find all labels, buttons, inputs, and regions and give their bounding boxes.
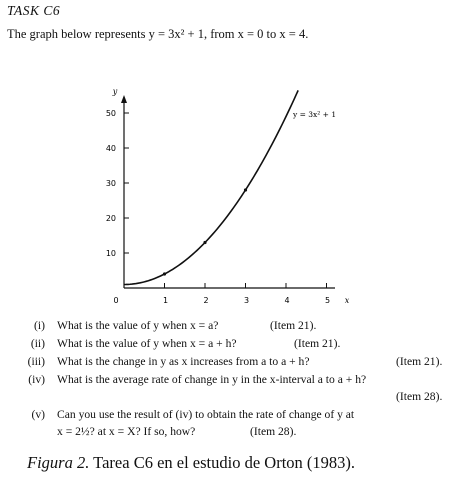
x-tick-label: 5 bbox=[324, 296, 331, 305]
y-axis-label: y bbox=[112, 87, 118, 96]
data-point bbox=[163, 272, 166, 275]
data-point bbox=[244, 188, 247, 191]
question-number: (iii) bbox=[27, 355, 45, 368]
curve-line bbox=[124, 90, 298, 284]
chart-axes bbox=[121, 95, 335, 288]
x-tick-label: 1 bbox=[162, 296, 169, 305]
curve-label: y = 3x² + 1 bbox=[293, 110, 337, 119]
task-title: TASK C6 bbox=[7, 3, 61, 18]
question-number: (iv) bbox=[28, 373, 45, 386]
chart-ticks bbox=[124, 113, 327, 288]
y-tick-label: 40 bbox=[105, 144, 116, 153]
question-text: What is the change in y as x increases from a to a + h? bbox=[57, 355, 310, 368]
question-number: (i) bbox=[34, 319, 45, 332]
y-tick-label: 50 bbox=[105, 109, 116, 118]
data-point bbox=[203, 241, 206, 244]
x-tick-label: 2 bbox=[203, 296, 209, 305]
question-reference: (Item 21). bbox=[396, 355, 443, 368]
y-tick-label: 30 bbox=[105, 179, 116, 188]
question-text: What is the value of y when x = a + h? bbox=[57, 337, 237, 350]
x-tick-label: 4 bbox=[284, 296, 290, 305]
question-text: Can you use the result of (iv) to obtain the rate of change of y at bbox=[57, 408, 355, 421]
chart-series bbox=[124, 90, 298, 284]
figure-number: Figura 2. bbox=[27, 453, 90, 472]
intro-text: The graph below represents y = 3x² + 1, from x = 0 to x = 4. bbox=[7, 27, 309, 41]
question-text: What is the average rate of change in y in the x-interval a to a + h? bbox=[57, 373, 367, 386]
question-continuation: x = 2½? at x = X? If so, how? bbox=[57, 425, 196, 438]
question-text: What is the value of y when x = a? bbox=[57, 319, 219, 332]
question-number: (v) bbox=[31, 408, 45, 421]
y-tick-label: 10 bbox=[105, 249, 116, 258]
question-reference: (Item 21). bbox=[294, 337, 341, 350]
question-reference: (Item 28). bbox=[250, 425, 297, 438]
y-tick-label: 20 bbox=[105, 214, 116, 223]
x-axis-label: x bbox=[344, 296, 350, 305]
origin-label: 0 bbox=[113, 296, 119, 305]
x-tick-label: 3 bbox=[243, 296, 250, 305]
caption-text: Tarea C6 en el estudio de Orton (1983). bbox=[93, 453, 356, 472]
question-number: (ii) bbox=[30, 337, 45, 350]
chart-labels bbox=[106, 87, 350, 305]
y-axis-arrow bbox=[121, 95, 127, 103]
chart-points bbox=[163, 188, 247, 275]
question-reference: (Item 28). bbox=[396, 390, 443, 403]
question-reference: (Item 21). bbox=[270, 319, 317, 332]
figure-caption bbox=[27, 453, 355, 473]
